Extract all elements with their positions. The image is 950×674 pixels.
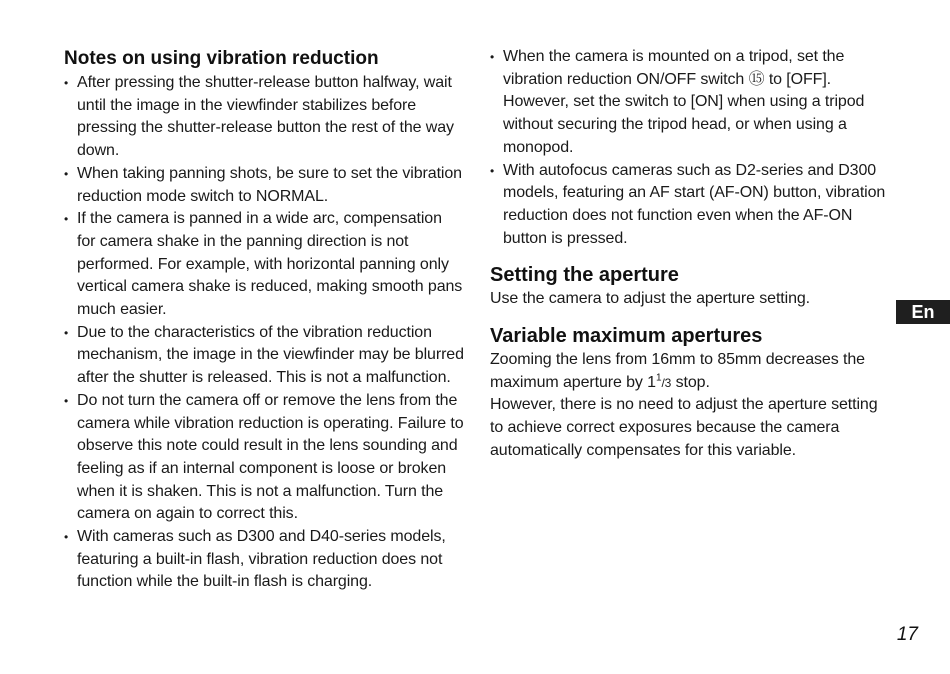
list-item: • When the camera is mounted on a tripod, set the vibration reduction ON/OFF switch ⑮ to [OFF]. However, set the switch to [ON] when using a tripod without securing the tripod head, or when using a monopod.	[490, 46, 886, 160]
page-number: 17	[896, 624, 918, 645]
language-tab: En	[896, 300, 950, 324]
list-item: • When taking panning shots, be sure to set the vibration reduction mode switch to NORMAL.	[64, 163, 464, 208]
fraction-numerator: 1	[655, 372, 662, 384]
list-item: • Due to the characteristics of the vibration reduction mechanism, the image in the viewfinder may be blurred after the shutter is released. This is not a malfunction.	[64, 322, 464, 390]
aperture-text: Use the camera to adjust the aperture setting.	[490, 290, 811, 308]
variable-text-post: stop.	[671, 373, 710, 391]
fraction-denominator: /3	[661, 375, 672, 390]
variable-aperture-heading: Variable maximum apertures	[490, 325, 763, 348]
list-item: • With autofocus cameras such as D2-series and D300 models, featuring an AF start (AF-ON) button, vibration reduction does not function even when the AF-ON button is pressed.	[490, 160, 886, 251]
list-item: • With cameras such as D300 and D40-series models, featuring a built-in flash, vibration reduction does not function while the built-in flash is charging.	[64, 526, 464, 594]
vr-notes-list-continued	[490, 46, 886, 250]
aperture-heading: Setting the aperture	[490, 264, 679, 287]
variable-aperture-text	[490, 349, 886, 394]
list-item: • If the camera is panned in a wide arc, compensation for camera shake in the panning direction is not performed. For example, with horizontal panning only vertical camera shake is reduced, making smooth pans much easier.	[64, 208, 464, 322]
list-item: • After pressing the shutter-release button halfway, wait until the image in the viewfinder stabilizes before pressing the shutter-release button the rest of the way down.	[64, 72, 464, 163]
left-column	[64, 46, 464, 594]
aperture-section	[490, 262, 886, 311]
variable-aperture-text-2: However, there is no need to adjust the aperture setting to achieve correct exposures because the camera automatically compensates for this variable.	[490, 396, 878, 459]
vr-notes-heading: Notes on using vibration reduction	[64, 48, 379, 69]
right-column	[490, 46, 886, 463]
vr-notes-list	[64, 72, 464, 594]
variable-aperture-section	[490, 323, 886, 463]
list-item: • Do not turn the camera off or remove the lens from the camera while vibration reduction is operating. Failure to observe this note could result in the lens sounding and feeling as if an internal component is loose or broken when it is shaken. This is not a malfunction. Turn the camera on again to correct this.	[64, 390, 464, 526]
variable-text-pre: Zooming the lens from 16mm to 85mm decreases the maximum aperture by 1	[490, 351, 865, 391]
